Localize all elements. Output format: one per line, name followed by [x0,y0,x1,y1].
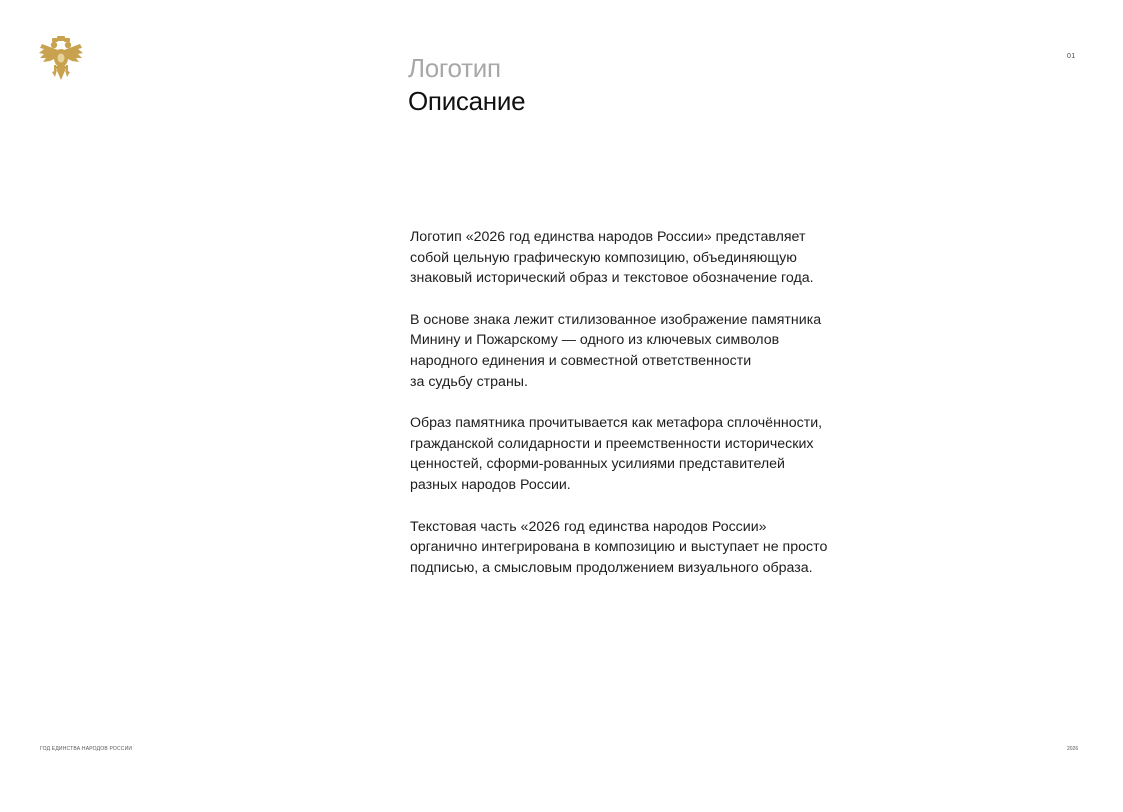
page-number: 01 [1067,53,1076,60]
paragraph: В основе знака лежит стилизованное изображение памятника Минину и Пожарскому — одного из ключевых символов народного единения и совместной ответственности за судьбу страны. [410,311,822,390]
footer-title: ГОД ЕДИНСТВА НАРОДОВ РОССИИ [40,746,133,752]
page-title: Описание [408,86,526,116]
footer-year: 2026 [1067,746,1079,752]
section-label: Логотип [408,53,501,83]
paragraph: Текстовая часть «2026 год единства народов России» органично интегрирована в композицию и выступает не просто подписью, а смысловым продолжением визуального образа. [410,518,828,576]
paragraph: Образ памятника прочитывается как метафора сплочённости, гражданской солидарности и преемственности исторических ценностей, сформи-рованных усилиями представителей разных народов России. [410,415,823,493]
paragraph: Логотип «2026 год единства народов России» представляет собой цельную графическую композицию, объединяющую знаковый исторический образ и текстовое обозначение года. [410,229,814,287]
double-headed-eagle-icon [38,36,84,84]
description-text [410,227,970,599]
